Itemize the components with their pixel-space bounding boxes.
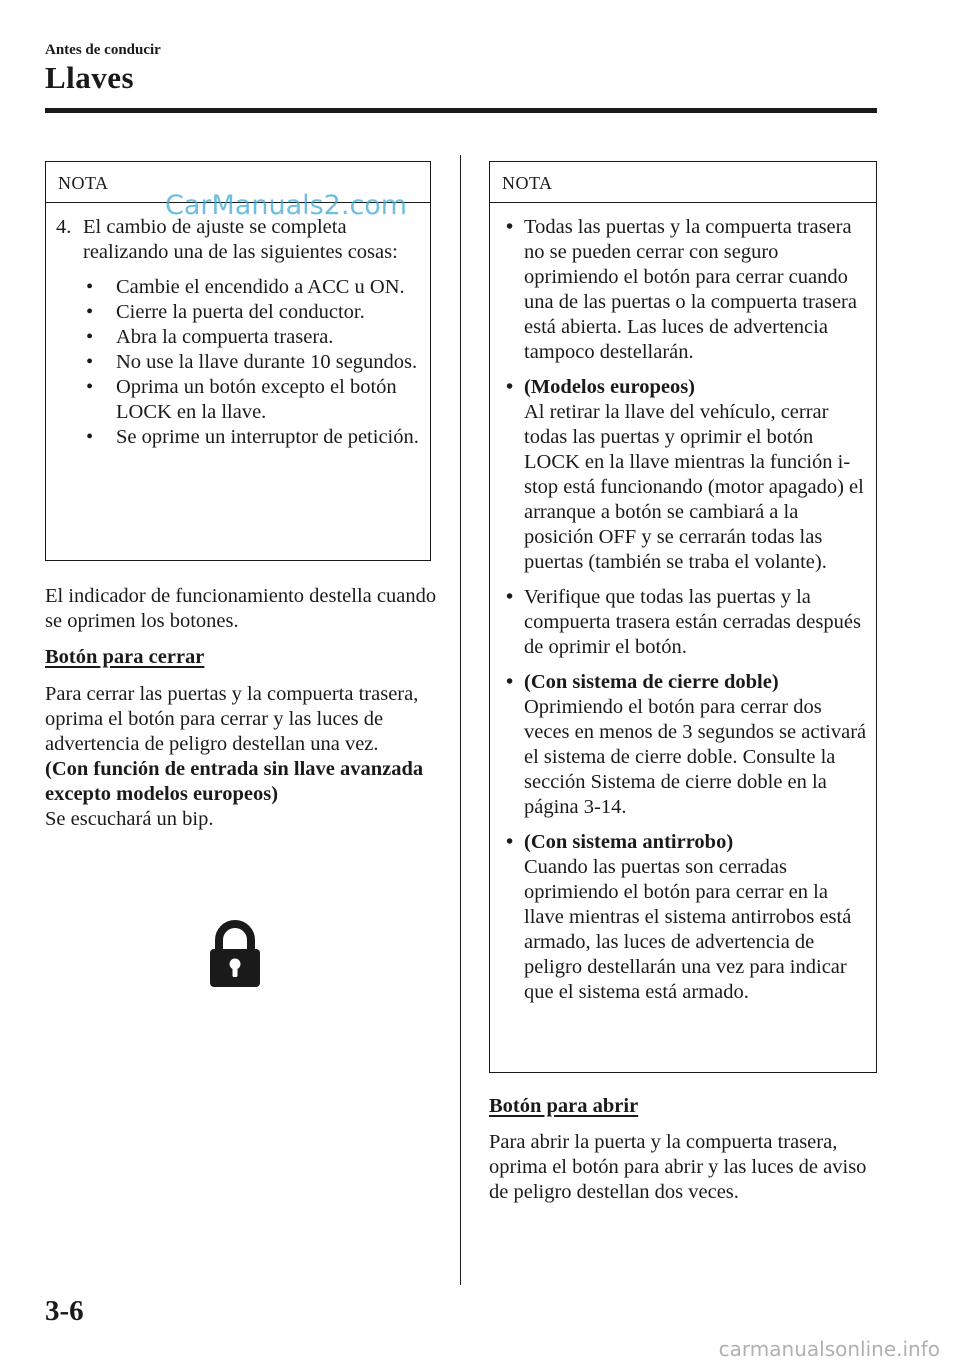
sub-item: • Se oprime un interruptor de petición.: [86, 426, 419, 448]
lock-button-heading: Botón para cerrar: [45, 646, 205, 668]
sub-item-list: [80, 275, 420, 450]
note-bullet: • Verifique que todas las puertas y la compuerta trasera están cerradas después de oprimir el botón.: [506, 586, 861, 658]
unlock-paragraph: Para abrir la puerta y la compuerta trasera, oprima el botón para abrir y las luces de aviso de peligro destellan dos veces.: [489, 1131, 867, 1203]
padlock-icon: [208, 920, 262, 988]
item-text: El cambio de ajuste se completa realizando una de las siguientes cosas:: [83, 216, 398, 263]
sub-item: • Oprima un botón excepto el botón LOCK en la llave.: [86, 376, 397, 423]
lock-beep: Se escuchará un bip.: [45, 808, 214, 830]
watermark-top: CarManuals2.com: [165, 190, 408, 221]
unlock-button-heading: Botón para abrir: [489, 1095, 639, 1117]
header-rule: [45, 108, 877, 113]
lock-paragraph: [45, 682, 440, 832]
note-bullet: • Todas las puertas y la compuerta trasera no se pueden cerrar con seguro oprimiendo el botón para cerrar cuando una de las puertas o la compuerta trasera está abierta. Las luces de advertencia tampoco destellarán.: [506, 216, 857, 363]
sub-item: • Cierre la puerta del conductor.: [86, 301, 365, 323]
right-note-box: [489, 161, 877, 1073]
numbered-item: [56, 215, 420, 265]
note-bullet: • (Con sistema antirrobo) Cuando las puertas son cerradas oprimiendo el botón para cerrar en la llave mientras el sistema antirrobos está armado, las luces de advertencia de peligro destellarán una vez para indicar que el sistema está armado.: [506, 831, 852, 1003]
note-heading: NOTA: [46, 162, 430, 203]
item-number: 4.: [56, 216, 72, 238]
watermark-bottom: carmanualsonline.info: [718, 1337, 940, 1361]
chapter-title: Llaves: [45, 60, 135, 95]
note-bullet: • (Con sistema de cierre doble) Oprimiendo el botón para cerrar dos veces en menos de 3 segundos se activará el sistema de cierre doble. Consulte la sección Sistema de cierre doble en la página 3-14.: [506, 671, 867, 818]
section-label: Antes de conducir: [45, 42, 161, 58]
note-heading: NOTA: [490, 162, 876, 203]
sub-item: • Cambie el encendido a ACC u ON.: [86, 276, 405, 298]
indicator-paragraph: El indicador de funcionamiento destella cuando se oprimen los botones.: [45, 585, 437, 632]
column-divider: [460, 155, 461, 1285]
page-number: 3-6: [45, 1295, 84, 1327]
sub-item: • No use la llave durante 10 segundos.: [86, 351, 418, 373]
left-note-box: [45, 161, 431, 561]
lock-condition: (Con función de entrada sin llave avanzada excepto modelos europeos): [45, 758, 424, 805]
sub-item: • Abra la compuerta trasera.: [86, 326, 334, 348]
lock-text: Para cerrar las puertas y la compuerta trasera, oprima el botón para cerrar y las luces de advertencia de peligro destellan una vez.: [45, 683, 419, 755]
note-bullet: • (Modelos europeos) Al retirar la llave del vehículo, cerrar todas las puertas y oprimir el botón LOCK en la llave mientras la función i-stop está funcionando (motor apagado) el arranque a botón se cambiará a la posición OFF y se cerrarán todas las puertas (también se traba el volante).: [506, 376, 864, 573]
